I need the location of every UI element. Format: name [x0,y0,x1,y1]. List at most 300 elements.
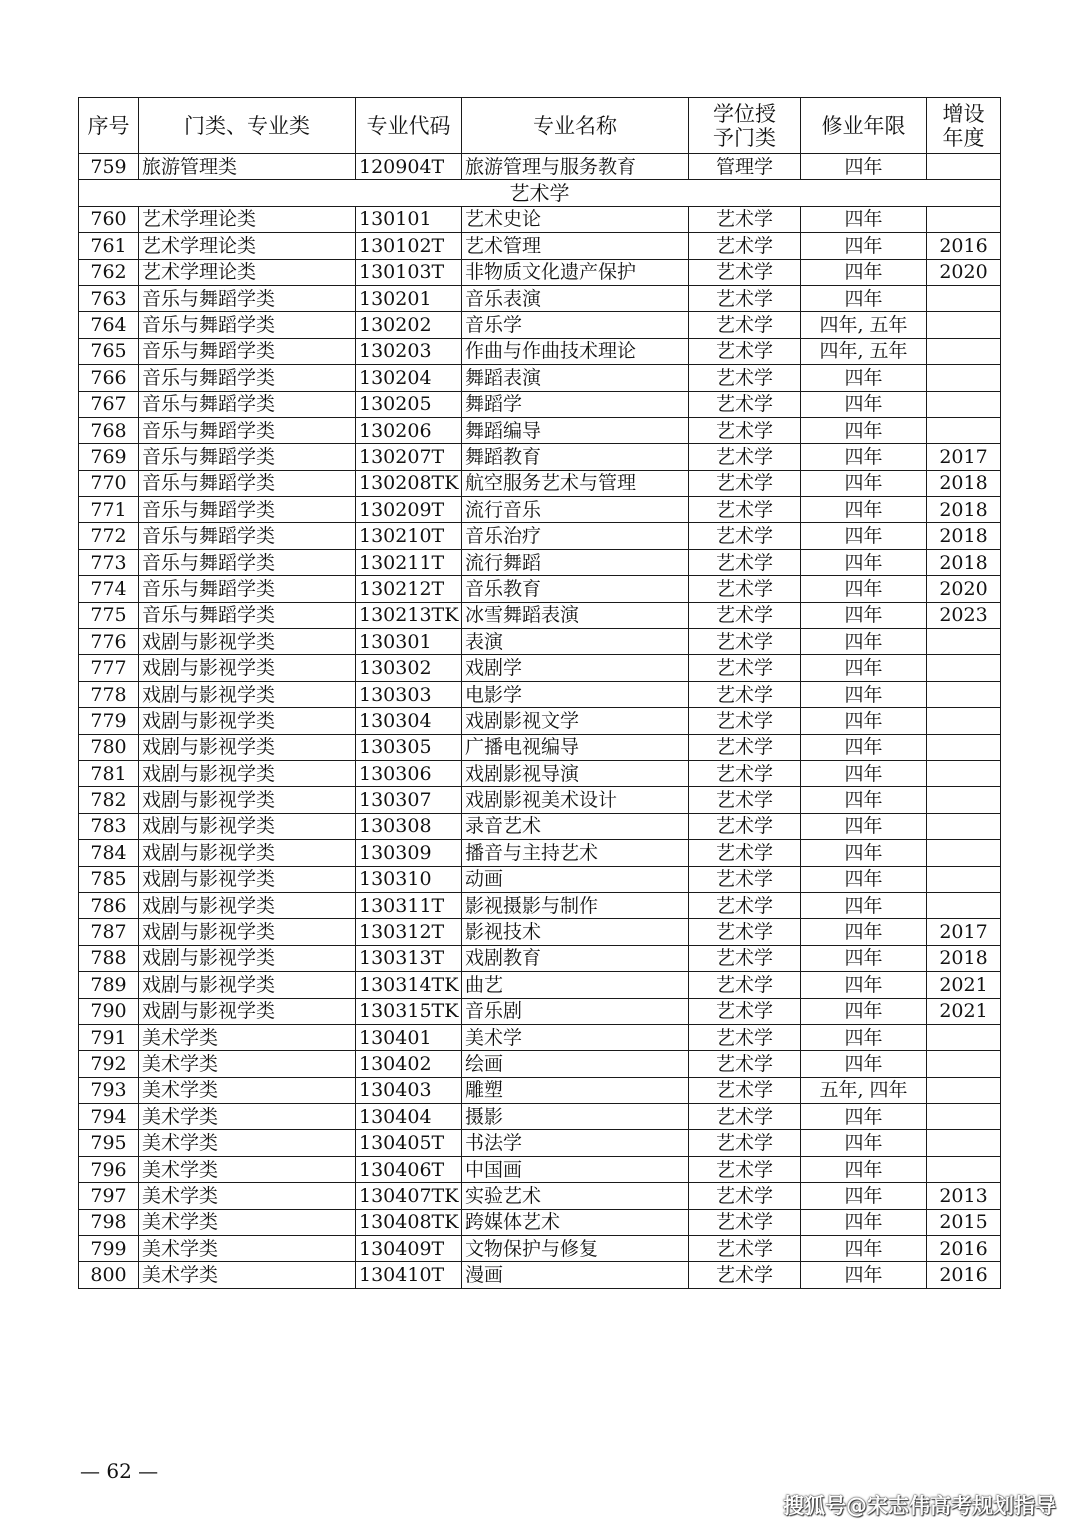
row-degree: 艺术学 [689,1104,801,1130]
header-major-name: 专业名称 [462,98,689,154]
row-category: 戏剧与影视学类 [139,892,356,918]
row-index: 798 [79,1209,139,1235]
row-code: 130406T [356,1156,462,1182]
row-code: 130315TK [356,998,462,1024]
row-year: 2018 [927,523,1001,549]
row-index: 763 [79,285,139,311]
row-category: 美术学类 [139,1077,356,1103]
header-code: 专业代码 [356,98,462,154]
row-degree: 艺术学 [689,312,801,338]
row-duration: 四年 [801,655,927,681]
row-major-name: 摄影 [462,1104,689,1130]
row-code: 130208TK [356,470,462,496]
header-category: 门类、专业类 [139,98,356,154]
row-code: 130307 [356,787,462,813]
table-row [79,1051,1001,1077]
table-row [79,813,1001,839]
row-major-name: 书法学 [462,1130,689,1156]
row-code: 130103T [356,259,462,285]
row-degree: 艺术学 [689,417,801,443]
row-year: 2021 [927,998,1001,1024]
row-major-name: 音乐教育 [462,576,689,602]
row-category: 戏剧与影视学类 [139,629,356,655]
row-index: 776 [79,629,139,655]
row-category: 音乐与舞蹈学类 [139,549,356,575]
row-duration: 四年 [801,1262,927,1288]
row-duration: 四年 [801,391,927,417]
row-major-name: 艺术管理 [462,233,689,259]
row-major-name: 舞蹈教育 [462,444,689,470]
table-row [79,1104,1001,1130]
row-code: 130212T [356,576,462,602]
table-row [79,338,1001,364]
row-major-name: 绘画 [462,1051,689,1077]
row-duration: 四年 [801,1130,927,1156]
row-duration: 四年 [801,919,927,945]
row-degree: 管理学 [689,154,801,180]
row-duration: 四年 [801,1024,927,1050]
row-code: 130101 [356,206,462,232]
row-year [927,708,1001,734]
row-major-name: 影视技术 [462,919,689,945]
row-degree: 艺术学 [689,1262,801,1288]
row-index: 794 [79,1104,139,1130]
row-index: 762 [79,259,139,285]
row-category: 美术学类 [139,1209,356,1235]
row-degree: 艺术学 [689,972,801,998]
row-code: 130203 [356,338,462,364]
row-major-name: 戏剧影视文学 [462,708,689,734]
row-year [927,206,1001,232]
row-duration: 四年 [801,734,927,760]
table-row [79,576,1001,602]
row-year [927,1130,1001,1156]
row-major-name: 音乐表演 [462,285,689,311]
row-year [927,338,1001,364]
row-code: 130306 [356,760,462,786]
row-year: 2016 [927,233,1001,259]
row-duration: 四年 [801,576,927,602]
row-year [927,840,1001,866]
table-row [79,1209,1001,1235]
table-row [79,470,1001,496]
row-index: 764 [79,312,139,338]
table-row [79,1130,1001,1156]
row-major-name: 旅游管理与服务教育 [462,154,689,180]
row-degree: 艺术学 [689,497,801,523]
row-duration: 四年 [801,154,927,180]
row-degree: 艺术学 [689,813,801,839]
row-year: 2018 [927,470,1001,496]
row-degree: 艺术学 [689,787,801,813]
row-index: 781 [79,760,139,786]
row-year: 2023 [927,602,1001,628]
row-index: 793 [79,1077,139,1103]
table-row [79,998,1001,1024]
row-index: 785 [79,866,139,892]
table-row [79,365,1001,391]
row-index: 760 [79,206,139,232]
row-degree: 艺术学 [689,1156,801,1182]
table-row [79,549,1001,575]
table-row [79,391,1001,417]
row-major-name: 舞蹈表演 [462,365,689,391]
row-degree: 艺术学 [689,365,801,391]
row-index: 772 [79,523,139,549]
row-major-name: 跨媒体艺术 [462,1209,689,1235]
row-category: 戏剧与影视学类 [139,972,356,998]
row-category: 音乐与舞蹈学类 [139,576,356,602]
row-duration: 四年 [801,681,927,707]
row-code: 130302 [356,655,462,681]
row-duration: 四年, 五年 [801,312,927,338]
row-degree: 艺术学 [689,206,801,232]
row-major-name: 作曲与作曲技术理论 [462,338,689,364]
row-year [927,787,1001,813]
header-year: 增设年度 [927,98,1001,154]
row-category: 音乐与舞蹈学类 [139,470,356,496]
row-major-name: 音乐学 [462,312,689,338]
table-row [79,1024,1001,1050]
row-code: 130403 [356,1077,462,1103]
row-year [927,734,1001,760]
row-code: 130409T [356,1236,462,1262]
row-code: 130312T [356,919,462,945]
row-index: 782 [79,787,139,813]
watermark: 搜狐号@宋志伟高考规划指导 [783,1494,1056,1518]
row-code: 120904T [356,154,462,180]
row-category: 音乐与舞蹈学类 [139,285,356,311]
table-row [79,681,1001,707]
row-category: 音乐与舞蹈学类 [139,365,356,391]
row-degree: 艺术学 [689,629,801,655]
table-row [79,312,1001,338]
row-major-name: 音乐治疗 [462,523,689,549]
row-year [927,154,1001,180]
row-code: 130201 [356,285,462,311]
row-major-name: 戏剧影视导演 [462,760,689,786]
row-major-name: 播音与主持艺术 [462,840,689,866]
row-code: 130311T [356,892,462,918]
row-degree: 艺术学 [689,892,801,918]
row-major-name: 戏剧教育 [462,945,689,971]
row-major-name: 动画 [462,866,689,892]
row-year [927,365,1001,391]
row-duration: 四年 [801,945,927,971]
row-duration: 四年 [801,1209,927,1235]
row-major-name: 影视摄影与制作 [462,892,689,918]
row-degree: 艺术学 [689,576,801,602]
row-code: 130209T [356,497,462,523]
row-code: 130308 [356,813,462,839]
row-category: 戏剧与影视学类 [139,998,356,1024]
header-duration: 修业年限 [801,98,927,154]
row-index: 784 [79,840,139,866]
row-category: 音乐与舞蹈学类 [139,312,356,338]
row-code: 130313T [356,945,462,971]
row-year [927,285,1001,311]
table-row [79,523,1001,549]
row-code: 130204 [356,365,462,391]
row-year [927,1051,1001,1077]
row-degree: 艺术学 [689,866,801,892]
table-row [79,734,1001,760]
table-row [79,760,1001,786]
row-code: 130211T [356,549,462,575]
row-major-name: 实验艺术 [462,1183,689,1209]
row-duration: 四年 [801,233,927,259]
row-index: 791 [79,1024,139,1050]
row-duration: 四年 [801,972,927,998]
table-row [79,1183,1001,1209]
table-row [79,708,1001,734]
row-code: 130309 [356,840,462,866]
row-category: 音乐与舞蹈学类 [139,602,356,628]
row-code: 130213TK [356,602,462,628]
row-index: 767 [79,391,139,417]
row-degree: 艺术学 [689,602,801,628]
row-duration: 四年 [801,787,927,813]
row-category: 戏剧与影视学类 [139,813,356,839]
row-major-name: 曲艺 [462,972,689,998]
table-row [79,285,1001,311]
row-year [927,417,1001,443]
row-year [927,1077,1001,1103]
row-category: 美术学类 [139,1051,356,1077]
row-degree: 艺术学 [689,945,801,971]
row-category: 音乐与舞蹈学类 [139,391,356,417]
row-index: 765 [79,338,139,364]
row-year: 2018 [927,945,1001,971]
row-year [927,312,1001,338]
row-category: 戏剧与影视学类 [139,655,356,681]
table-row [79,417,1001,443]
row-duration: 四年 [801,259,927,285]
row-index: 799 [79,1236,139,1262]
row-major-name: 电影学 [462,681,689,707]
table-row [79,972,1001,998]
row-year [927,1104,1001,1130]
row-year [927,1156,1001,1182]
row-index: 786 [79,892,139,918]
row-year [927,866,1001,892]
table-body-main [79,206,1001,1288]
table-row [79,259,1001,285]
row-year: 2015 [927,1209,1001,1235]
row-index: 769 [79,444,139,470]
row-year: 2020 [927,259,1001,285]
row-major-name: 冰雪舞蹈表演 [462,602,689,628]
row-index: 771 [79,497,139,523]
table-row [79,233,1001,259]
row-index: 777 [79,655,139,681]
table-row [79,945,1001,971]
row-degree: 艺术学 [689,734,801,760]
row-index: 788 [79,945,139,971]
row-code: 130205 [356,391,462,417]
table-row [79,840,1001,866]
row-year: 2020 [927,576,1001,602]
row-category: 艺术学理论类 [139,259,356,285]
row-duration: 四年 [801,285,927,311]
row-duration: 四年 [801,760,927,786]
row-code: 130314TK [356,972,462,998]
row-year: 2017 [927,444,1001,470]
row-category: 美术学类 [139,1262,356,1288]
row-degree: 艺术学 [689,1236,801,1262]
row-major-name: 流行舞蹈 [462,549,689,575]
row-code: 130202 [356,312,462,338]
row-category: 戏剧与影视学类 [139,866,356,892]
table-section [79,180,1001,206]
row-duration: 四年 [801,497,927,523]
row-index: 790 [79,998,139,1024]
row-category: 美术学类 [139,1104,356,1130]
row-year: 2013 [927,1183,1001,1209]
row-year [927,681,1001,707]
row-category: 美术学类 [139,1183,356,1209]
row-major-name: 美术学 [462,1024,689,1050]
row-duration: 四年 [801,549,927,575]
row-index: 770 [79,470,139,496]
row-year [927,892,1001,918]
row-duration: 四年 [801,866,927,892]
row-code: 130210T [356,523,462,549]
row-index: 787 [79,919,139,945]
row-duration: 四年 [801,365,927,391]
row-index: 783 [79,813,139,839]
row-category: 美术学类 [139,1156,356,1182]
row-duration: 四年 [801,629,927,655]
row-duration: 四年 [801,813,927,839]
row-index: 774 [79,576,139,602]
table-row [79,602,1001,628]
header-index: 序号 [79,98,139,154]
row-year [927,629,1001,655]
row-major-name: 雕塑 [462,1077,689,1103]
row-degree: 艺术学 [689,1077,801,1103]
row-degree: 艺术学 [689,338,801,364]
row-duration: 四年 [801,206,927,232]
row-degree: 艺术学 [689,1024,801,1050]
row-duration: 四年, 五年 [801,338,927,364]
section-label: 艺术学 [79,180,1001,206]
row-year [927,391,1001,417]
row-major-name: 广播电视编导 [462,734,689,760]
row-duration: 四年 [801,1183,927,1209]
row-code: 130304 [356,708,462,734]
row-degree: 艺术学 [689,233,801,259]
row-duration: 四年 [801,602,927,628]
row-degree: 艺术学 [689,1209,801,1235]
row-category: 戏剧与影视学类 [139,945,356,971]
row-degree: 艺术学 [689,523,801,549]
row-major-name: 漫画 [462,1262,689,1288]
section-row [79,180,1001,206]
row-category: 戏剧与影视学类 [139,760,356,786]
row-code: 130405T [356,1130,462,1156]
table-row [79,1077,1001,1103]
row-code: 130102T [356,233,462,259]
row-category: 旅游管理类 [139,154,356,180]
row-index: 773 [79,549,139,575]
row-duration: 四年 [801,892,927,918]
row-category: 音乐与舞蹈学类 [139,497,356,523]
row-index: 761 [79,233,139,259]
row-category: 美术学类 [139,1236,356,1262]
row-year [927,655,1001,681]
table-row [79,655,1001,681]
row-degree: 艺术学 [689,919,801,945]
row-degree: 艺术学 [689,760,801,786]
table-row [79,919,1001,945]
row-major-name: 录音艺术 [462,813,689,839]
row-code: 130303 [356,681,462,707]
major-table [78,97,1001,1289]
row-major-name: 音乐剧 [462,998,689,1024]
row-year: 2018 [927,497,1001,523]
row-code: 130404 [356,1104,462,1130]
row-duration: 四年 [801,1156,927,1182]
table-row [79,892,1001,918]
row-category: 戏剧与影视学类 [139,734,356,760]
table-row [79,154,1001,180]
row-code: 130410T [356,1262,462,1288]
row-code: 130310 [356,866,462,892]
row-degree: 艺术学 [689,681,801,707]
row-index: 759 [79,154,139,180]
row-duration: 四年 [801,523,927,549]
row-duration: 四年 [801,1104,927,1130]
row-category: 音乐与舞蹈学类 [139,444,356,470]
row-major-name: 流行音乐 [462,497,689,523]
row-code: 130407TK [356,1183,462,1209]
row-index: 779 [79,708,139,734]
row-category: 戏剧与影视学类 [139,787,356,813]
row-duration: 四年 [801,998,927,1024]
row-index: 775 [79,602,139,628]
row-year: 2016 [927,1262,1001,1288]
header-degree: 学位授予门类 [689,98,801,154]
row-major-name: 舞蹈编导 [462,417,689,443]
table-body-top [79,154,1001,180]
row-index: 795 [79,1130,139,1156]
row-index: 766 [79,365,139,391]
row-category: 音乐与舞蹈学类 [139,417,356,443]
row-major-name: 中国画 [462,1156,689,1182]
row-code: 130301 [356,629,462,655]
row-category: 美术学类 [139,1130,356,1156]
row-index: 768 [79,417,139,443]
row-category: 艺术学理论类 [139,206,356,232]
table-row [79,1156,1001,1182]
row-index: 797 [79,1183,139,1209]
table-row [79,1262,1001,1288]
row-duration: 四年 [801,708,927,734]
row-degree: 艺术学 [689,444,801,470]
row-year [927,760,1001,786]
row-duration: 四年 [801,417,927,443]
row-year [927,1024,1001,1050]
table-row [79,444,1001,470]
row-code: 130401 [356,1024,462,1050]
row-category: 音乐与舞蹈学类 [139,523,356,549]
row-degree: 艺术学 [689,1051,801,1077]
row-category: 艺术学理论类 [139,233,356,259]
row-duration: 四年 [801,444,927,470]
row-degree: 艺术学 [689,285,801,311]
row-code: 130206 [356,417,462,443]
